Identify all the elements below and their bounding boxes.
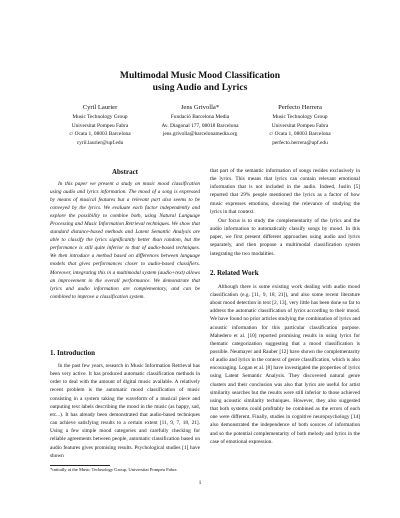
author-address: c/ Ocata 1, 08003 Barcelona xyxy=(269,131,331,138)
author-name: Perfecto Herrera xyxy=(278,104,322,111)
footnote: *initially at the Music Technology Group, Universitat Pompeu Fabra xyxy=(50,467,177,472)
intro-continued-text: that part of the semantic information of songs resides exclusively in the lyrics. This means that lyrics can contain relevant emotional information that is not included in the audio. Indeed, Juslin [5] reported that 29% people mentioned the lyrics as a factor of how music expresses emotions, showing the relevance of studying the lyrics in that context. xyxy=(210,168,360,215)
author-institution: Av. Diagonal 177, 08018 Barcelona xyxy=(161,122,239,129)
page-number: 1 xyxy=(198,480,202,486)
author-2 xyxy=(145,103,255,139)
right-column xyxy=(210,167,360,446)
author-email: cyril.laurier@upf.edu xyxy=(76,139,124,146)
author-name: Cyril Laurier xyxy=(82,104,118,111)
author-address: jens.grivolla@barcelonamedia.org xyxy=(162,131,238,138)
abstract-heading: Abstract xyxy=(111,168,139,176)
footnote-divider xyxy=(50,465,110,466)
related-work-heading: 2. Related Work xyxy=(210,268,259,277)
abstract-text: In this paper we present a study on music mood classification using audio and lyrics information. The mood of a song is expressed by means of musical features but a relevant part also seems to be conveyed by the lyrics. We evaluate each factor independently and explore the possibility to combine both, using Natural Language Processing and Music Information Retrieval techniques. We show that standard distance-based methods and Latent Semantic Analysis are able to classify the lyrics significantly better than random, but the performance is still quite inferior to that of audio-based techniques. We then introduce a method based on differences between language models that gives performances closer to audio-based classifiers. Moreover, integrating this in a multimodal system (audio+text) allows an improvement in the overall performance. We demonstrate that lyrics and audio information are complementary, and can be combined to improve a classification system. xyxy=(50,181,200,300)
author-institution: Universitat Pompeu Fabra xyxy=(271,122,329,129)
paper-title xyxy=(0,70,400,94)
intro-focus-text: Our focus is to study the complementarity of the lyrics and the audio information to automatically classify songs by mood. In this paper, we first present different approaches using audio and lyrics separately, and then propose a multimodal classification system integrating the two modalities. xyxy=(210,217,360,257)
title-line-2: using Audio and Lyrics xyxy=(152,82,248,93)
left-column xyxy=(50,167,200,301)
related-work-text: Although there is some existing work dealing with audio mood classification (e.g. [11, 9, 18, 21]), and also some recent literature about mood detection in text [2, 13], very little has been done so far to address the automatic classification of lyrics according to their mood. We have found no prior articles studying the combination of lyrics and acoustic information for this particular classification purpose. Mahedero et al. [10] reported promising results in using lyrics for thematic categorization suggesting that a mood classification is possible. Neumayer and Rauber [12] have shown the complementarity of audio and lyrics in the context of genre classification, which is also encouraging. Logan et al. [8] have investigated the properties of lyrics using Latent Semantic Analysis. They discovered natural genre clusters and their conclusion was also that lyrics are useful for artist similarity searches but the results were still inferior to those achieved using acoustic similarity techniques. However, they also suggested that both systems could profitably be combined as the errors of each one were different. Finally, studies in cognitive neuropsychology [14] also demonstrated the independence of both sources of information and so the potential complementarity of both melody and lyrics in the case of emotional expression. xyxy=(210,283,360,445)
author-1 xyxy=(45,103,155,147)
author-name: Jens Grivolla* xyxy=(180,104,220,111)
author-affiliation: Fundació Barcelona Media xyxy=(170,114,230,120)
author-3 xyxy=(245,103,355,147)
title-line-1: Multimodal Music Mood Classification xyxy=(119,70,281,81)
author-email: perfecto.herrera@upf.edu xyxy=(272,139,328,146)
author-affiliation: Music Technology Group xyxy=(272,114,328,120)
introduction-section xyxy=(50,348,200,460)
introduction-text: In the past few years, research in Music Information Retrieval has been very active. It has produced automatic classification methods in order to deal with the amount of digital music available. A relatively recent problem is the automatic mood classification of music consisting in a system taking the waveform of a musical piece and outputing text labels describing the mood in the music (as happy, sad, etc...). It has already been demonstrated that audio-based techniques can achieve satisfying results to a certain extent [11, 9, 7, 18, 21]. Using a few simple mood categories and carefully checking for reliable agreements between people, automatic classification based on audio features gives promising results. Psychological studies [1] have shown xyxy=(50,363,200,459)
introduction-heading: 1. Introduction xyxy=(50,349,95,357)
author-institution: Universitat Pompeu Fabra xyxy=(71,122,129,129)
author-affiliation: Music Technology Group xyxy=(72,114,128,120)
author-address: c/ Ocata 1, 08003 Barcelona xyxy=(69,131,131,138)
